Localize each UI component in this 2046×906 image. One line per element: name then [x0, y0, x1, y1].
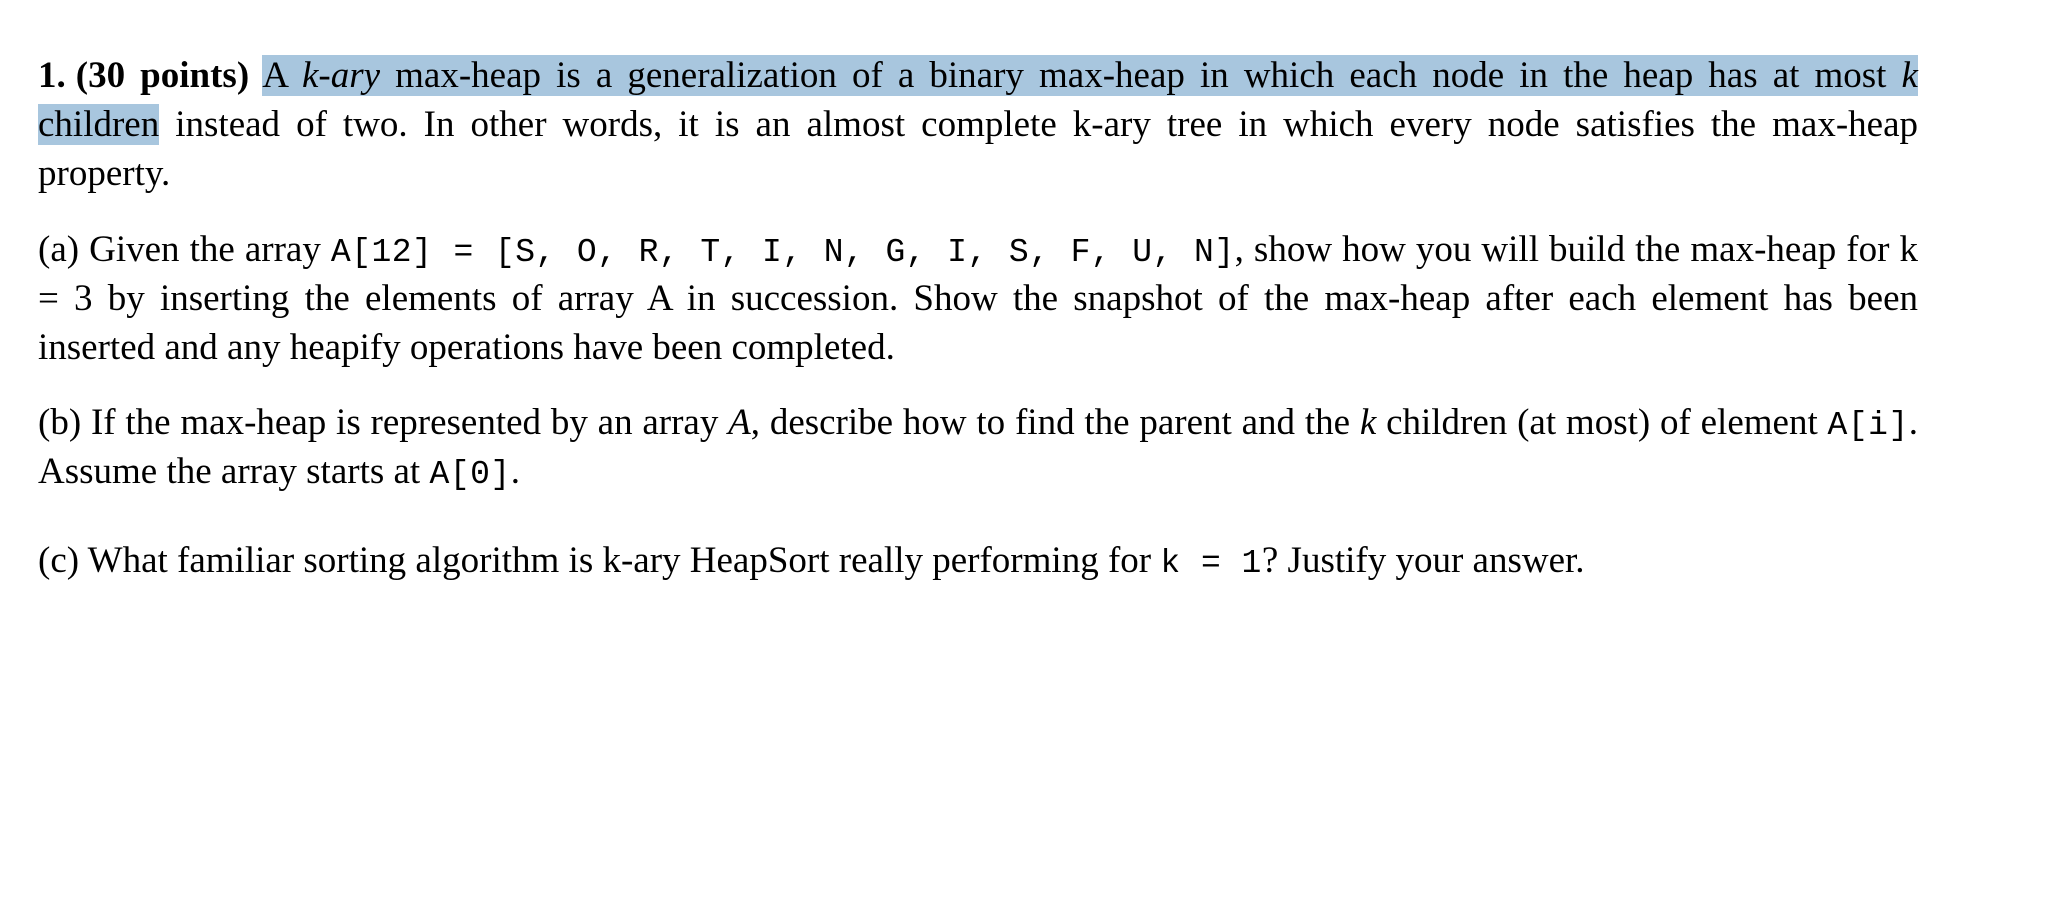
- intro-rest-text: instead of two. In other words, it is an almost complete k-ary tree in which every node satisfies the max-heap property.: [38, 103, 1918, 194]
- part-c-paragraph: [38, 537, 1918, 586]
- intro-italic-k: k: [1901, 55, 1918, 96]
- intro-text-1: A: [262, 55, 302, 96]
- part-b-code-a-i: A[i]: [1827, 406, 1909, 444]
- part-b-italic-a: A: [728, 401, 751, 443]
- part-c-text-1: What familiar sorting algorithm is k-ary HeapSort really performing for: [79, 539, 1161, 581]
- part-b-text-3: children (at most) of element: [1376, 401, 1828, 443]
- part-c-code-k-equals-1: k = 1: [1160, 544, 1262, 582]
- part-b-label: (b): [38, 401, 82, 443]
- part-a-text-1: Given the array: [79, 229, 331, 271]
- part-c-text-2: ? Justify your answer.: [1261, 539, 1585, 581]
- problem-statement-paragraph: [38, 52, 1918, 198]
- intro-italic-k-ary: k-ary: [301, 55, 381, 96]
- points-label: (30 points): [75, 55, 250, 96]
- part-b-text-4: . Assume the array starts at: [38, 401, 1918, 492]
- part-a-label: (a): [38, 229, 80, 271]
- intro-text-2: max-heap is a generalization of a binary max-heap in which each node in the heap has at most: [380, 55, 1902, 96]
- part-b-text-1: If the max-heap is represented by an array: [81, 401, 729, 443]
- part-a-paragraph: [38, 226, 1918, 372]
- part-b-paragraph: [38, 399, 1918, 497]
- part-a-text-2: , show how you will build the max-heap for k = 3 by inserting the elements of array A in succession. Show the snapshot of the max-heap after each element has been inserted and any heapify operations have been completed.: [38, 229, 1918, 369]
- part-c-label: (c): [38, 539, 80, 581]
- part-b-code-a-0: A[0]: [429, 455, 511, 493]
- part-b-italic-k: k: [1359, 401, 1377, 443]
- part-b-text-5: .: [510, 450, 520, 492]
- problem-number: 1.: [38, 55, 66, 96]
- intro-text-3: children: [38, 103, 160, 145]
- part-a-array-code: A[12] = [S, O, R, T, I, N, G, I, S, F, U, N]: [330, 234, 1235, 272]
- part-b-text-2: , describe how to find the parent and the: [750, 401, 1360, 443]
- document-body: [38, 52, 1918, 585]
